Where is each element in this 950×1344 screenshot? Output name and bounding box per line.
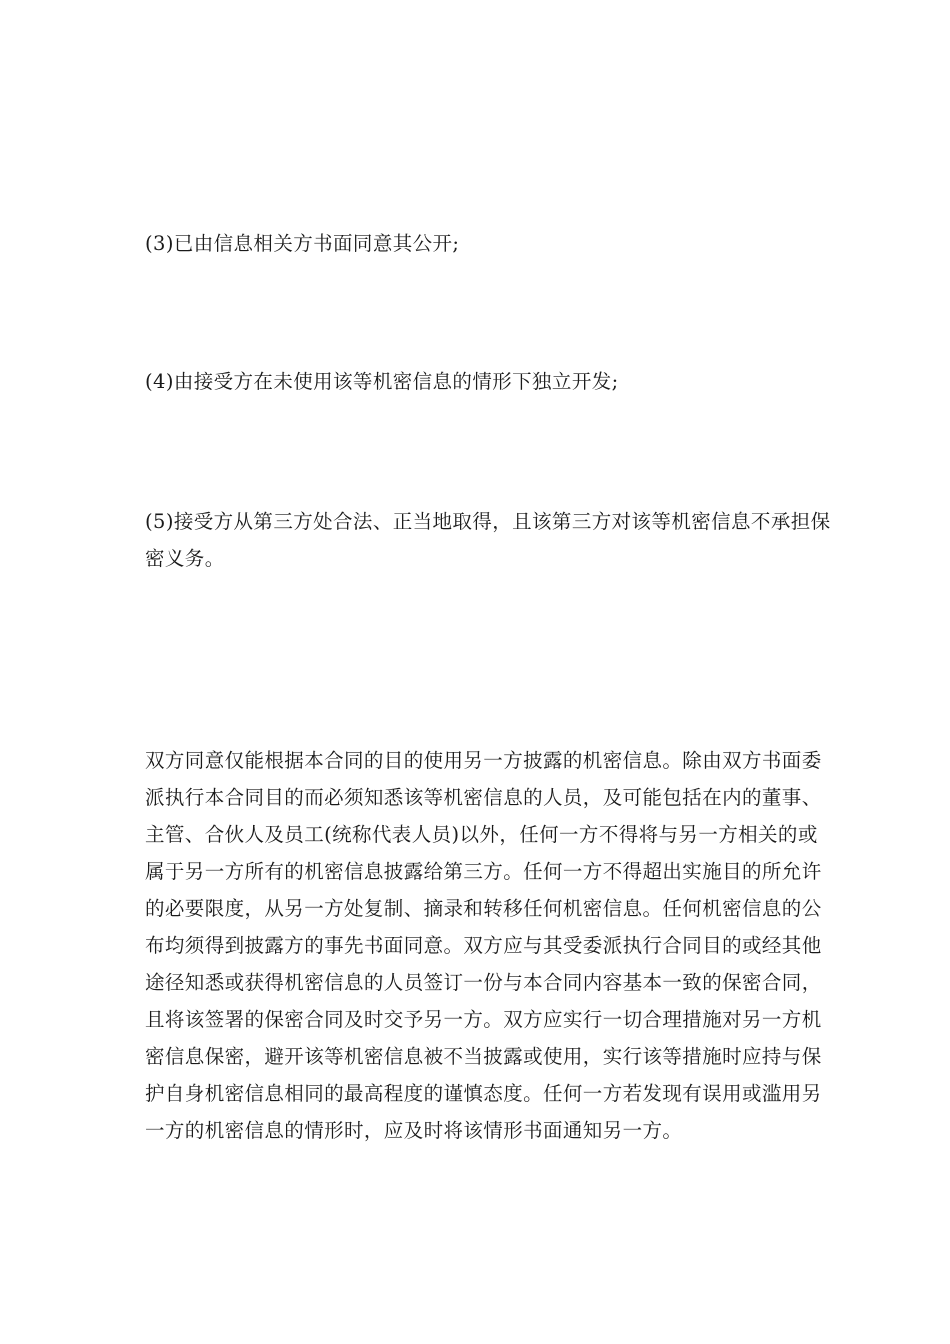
paragraph-line: 双方同意仅能根据本合同的目的使用另一方披露的机密信息。除由双方书面委: [145, 749, 822, 772]
list-item-5: [145, 503, 831, 577]
list-item-3-text: (3)已由信息相关方书面同意其公开;: [145, 232, 460, 255]
list-item-5-line-2: 密义务。: [145, 547, 225, 570]
paragraph-line: 护自身机密信息相同的最高程度的谨慎态度。任何一方若发现有误用或滥用另: [145, 1082, 822, 1105]
paragraph-line: 布均须得到披露方的事先书面同意。双方应与其受委派执行合同目的或经其他: [145, 934, 822, 957]
paragraph-line: 且将该签署的保密合同及时交予另一方。双方应实行一切合理措施对另一方机: [145, 1008, 822, 1031]
list-item-4-text: (4)由接受方在未使用该等机密信息的情形下独立开发;: [145, 370, 619, 393]
paragraph-line: 派执行本合同目的而必须知悉该等机密信息的人员，及可能包括在内的董事、: [145, 786, 822, 809]
confidentiality-paragraph: [145, 742, 822, 1149]
paragraph-line: 的必要限度，从另一方处复制、摘录和转移任何机密信息。任何机密信息的公: [145, 897, 822, 920]
paragraph-line: 属于另一方所有的机密信息披露给第三方。任何一方不得超出实施目的所允许: [145, 860, 822, 883]
paragraph-line: 一方的机密信息的情形时，应及时将该情形书面通知另一方。: [145, 1119, 683, 1142]
paragraph-line: 主管、合伙人及员工(统称代表人员)以外，任何一方不得将与另一方相关的或: [145, 823, 818, 846]
list-item-4: [145, 363, 813, 400]
paragraph-line: 密信息保密，避开该等机密信息被不当披露或使用，实行该等措施时应持与保: [145, 1045, 822, 1068]
list-item-5-line-1: (5)接受方从第三方处合法、正当地取得，且该第三方对该等机密信息不承担保: [145, 510, 831, 533]
paragraph-line: 途径知悉或获得机密信息的人员签订一份与本合同内容基本一致的保密合同，: [145, 971, 822, 994]
list-item-3: [145, 225, 813, 262]
